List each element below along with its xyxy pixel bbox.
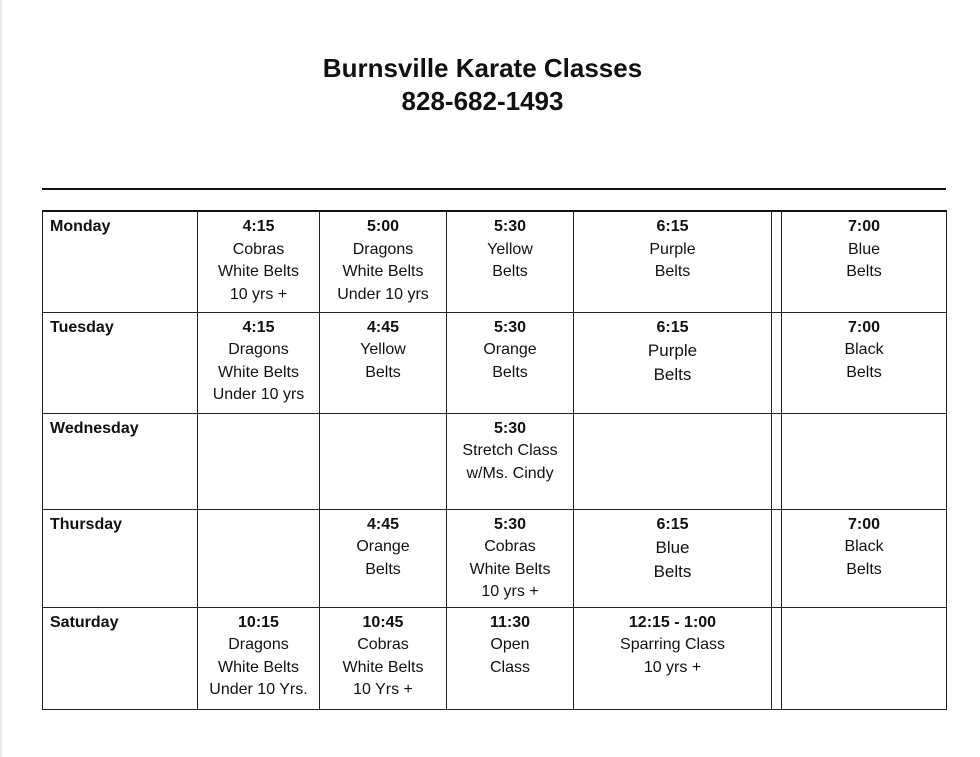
class-cell-monday-5 [782, 211, 947, 312]
class-line: 10 Yrs + [353, 681, 413, 698]
class-line: Dragons [352, 240, 414, 258]
class-time: 12:15 - 1:00 [628, 613, 717, 631]
class-line: Cobras [232, 240, 285, 258]
class-line: White Belts [342, 263, 424, 280]
class-time: 6:15 [656, 318, 689, 336]
column-separator [772, 607, 782, 709]
class-time: 6:15 [656, 515, 689, 533]
class-cell-tuesday-3 [447, 312, 574, 413]
class-time: 7:00 [847, 515, 881, 533]
class-cell-tuesday-1 [198, 312, 320, 413]
schedule-row-thursday [43, 509, 947, 607]
class-line: Yellow [360, 341, 406, 358]
class-line: Black [844, 538, 884, 555]
class-cell-thursday-2 [320, 509, 447, 607]
column-separator [772, 509, 782, 607]
class-line: Cobras [484, 538, 536, 555]
class-line: Belts [846, 560, 882, 578]
class-line: Purple [649, 240, 696, 258]
empty-cell [198, 509, 320, 607]
day-label-wednesday: Wednesday [43, 413, 198, 509]
class-line: Belts [653, 365, 692, 384]
class-time: 5:30 [493, 419, 527, 437]
class-line: Dragons [228, 341, 289, 358]
class-cell-saturday-3 [447, 607, 574, 709]
schedule-row-monday [43, 211, 947, 312]
class-cell-tuesday-5 [782, 312, 947, 413]
schedule-row-tuesday [43, 312, 947, 413]
column-separator [772, 312, 782, 413]
class-cell-monday-2 [320, 211, 447, 312]
class-line: Belts [365, 560, 401, 578]
class-line: Dragons [228, 636, 289, 653]
class-time: 10:15 [238, 613, 279, 631]
class-cell-tuesday-4 [574, 312, 772, 413]
day-label-thursday: Thursday [43, 509, 198, 607]
class-time: 5:00 [366, 218, 400, 235]
class-time: 4:45 [366, 515, 400, 533]
class-schedule-table [42, 210, 947, 710]
class-line: Orange [356, 538, 410, 555]
column-separator [772, 413, 782, 509]
class-line: Stretch Class [462, 442, 558, 459]
class-line: Belts [365, 363, 401, 381]
schedule-row-wednesday [43, 413, 947, 509]
class-line: 10 yrs + [643, 658, 702, 676]
class-time: 5:30 [493, 515, 527, 533]
class-line: Purple [647, 341, 698, 360]
day-label-monday: Monday [43, 211, 198, 312]
class-line: Orange [483, 341, 537, 358]
empty-cell [782, 413, 947, 509]
class-cell-wednesday-3 [447, 413, 574, 509]
class-line: Belts [653, 562, 692, 581]
class-cell-thursday-3 [447, 509, 574, 607]
class-line: Under 10 yrs [337, 285, 429, 303]
class-line: Open [490, 636, 530, 653]
class-time: 5:30 [493, 218, 527, 235]
class-line: Belts [654, 263, 691, 280]
class-time: 7:00 [847, 218, 881, 235]
column-separator [772, 211, 782, 312]
class-cell-monday-3 [447, 211, 574, 312]
page-title: Burnsville Karate Classes [322, 53, 643, 83]
class-line: Under 10 Yrs. [209, 681, 308, 698]
class-line: Blue [655, 538, 690, 557]
class-line: Cobras [357, 636, 409, 653]
empty-cell [320, 413, 447, 509]
class-line: Class [489, 658, 530, 676]
class-line: Blue [847, 240, 881, 258]
class-line: White Belts [218, 363, 299, 381]
class-line: Belts [846, 363, 882, 381]
class-line: Belts [492, 363, 528, 381]
class-line: Sparring Class [620, 636, 725, 653]
class-cell-thursday-4 [574, 509, 772, 607]
class-cell-saturday-2 [320, 607, 447, 709]
class-line: 10 yrs + [481, 583, 539, 600]
day-label-tuesday: Tuesday [43, 312, 198, 413]
class-cell-monday-4 [574, 211, 772, 312]
class-line: w/Ms. Cindy [466, 464, 554, 482]
class-line: Belts [492, 263, 528, 280]
class-line: Yellow [487, 240, 533, 258]
class-cell-thursday-5 [782, 509, 947, 607]
class-line: White Belts [342, 658, 424, 676]
class-line: White Belts [469, 560, 551, 578]
class-time: 11:30 [489, 613, 531, 631]
class-time: 5:30 [493, 318, 527, 336]
empty-cell [574, 413, 772, 509]
schedule-row-saturday [43, 607, 947, 709]
class-time: 4:15 [242, 218, 275, 235]
class-time: 4:45 [366, 318, 400, 336]
phone-number: 828-682-1493 [401, 86, 564, 116]
day-label-saturday: Saturday [43, 607, 198, 709]
empty-cell [782, 607, 947, 709]
class-line: White Belts [218, 263, 299, 280]
class-time: 10:45 [362, 613, 404, 631]
class-time: 6:15 [656, 218, 689, 235]
class-line: White Belts [218, 658, 299, 676]
class-time: 4:15 [242, 318, 275, 336]
class-time: 7:00 [847, 318, 881, 336]
class-line: Black [844, 341, 884, 358]
empty-cell [198, 413, 320, 509]
page-header [0, 52, 965, 118]
header-divider [42, 188, 946, 190]
class-line: Belts [846, 263, 882, 280]
class-cell-monday-1 [198, 211, 320, 312]
class-cell-tuesday-2 [320, 312, 447, 413]
class-cell-saturday-4 [574, 607, 772, 709]
class-line: Under 10 yrs [212, 386, 305, 403]
class-cell-saturday-1 [198, 607, 320, 709]
class-line: 10 yrs + [229, 285, 288, 303]
